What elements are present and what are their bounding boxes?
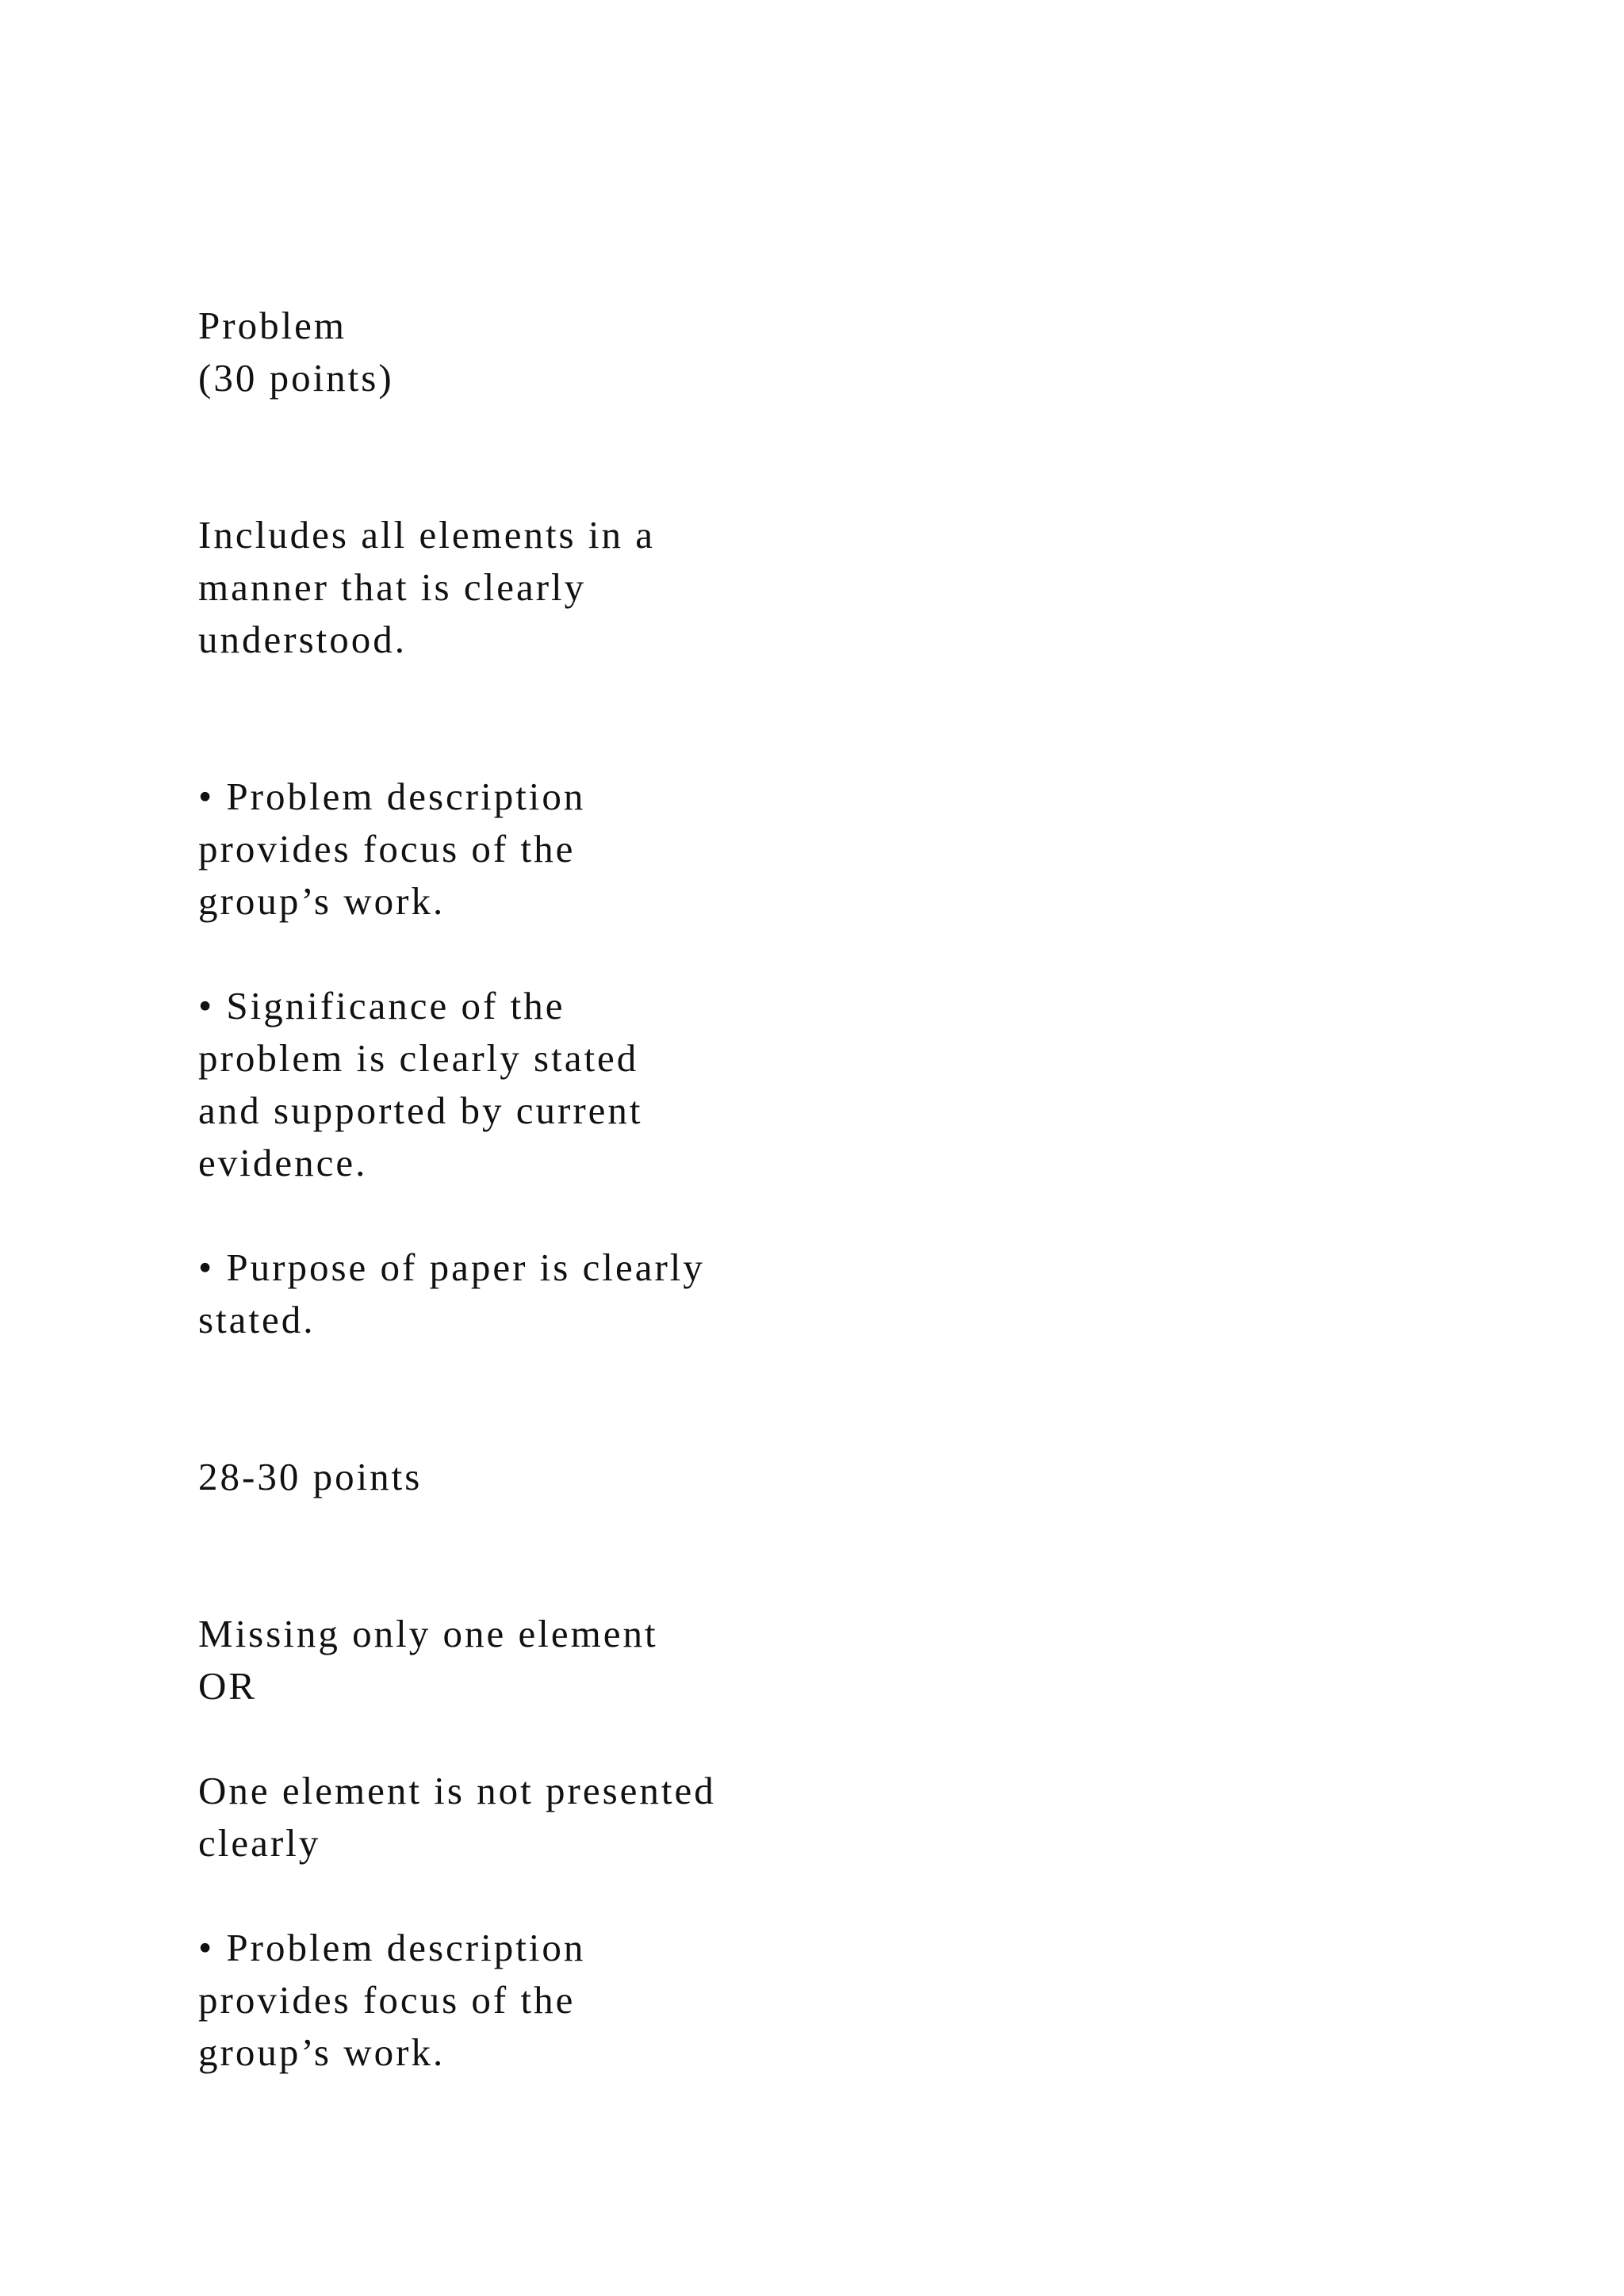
criterion-title: Problem — [198, 304, 347, 347]
rubric-text-column — [198, 300, 801, 2079]
excellent-points: 28-30 points — [198, 1455, 423, 1498]
excellent-bullet-3-line-1: • Purpose of paper is clearly — [198, 1246, 705, 1289]
excellent-bullet-2-line-4: evidence. — [198, 1141, 368, 1184]
good-summary-line-4: clearly — [198, 1821, 321, 1865]
excellent-summary-line-2: manner that is clearly — [198, 565, 587, 609]
good-summary-line-2: OR — [198, 1664, 258, 1708]
good-summary-line-3: One element is not presented — [198, 1769, 716, 1812]
excellent-bullet-1-line-1: • Problem description — [198, 775, 586, 818]
excellent-summary-line-3: understood. — [198, 618, 407, 661]
good-bullet-1-line-2: provides focus of the — [198, 1978, 576, 2022]
excellent-summary-line-1: Includes all elements in a — [198, 513, 655, 557]
excellent-bullet-2-line-2: problem is clearly stated — [198, 1036, 639, 1080]
excellent-bullet-2-line-3: and supported by current — [198, 1089, 643, 1132]
excellent-bullet-2-line-1: • Significance of the — [198, 984, 565, 1027]
excellent-bullet-1-line-2: provides focus of the — [198, 827, 576, 871]
excellent-bullet-3-line-2: stated. — [198, 1298, 316, 1341]
criterion-points: (30 points) — [198, 356, 394, 400]
excellent-bullet-1-line-3: group’s work. — [198, 879, 446, 923]
good-bullet-1-line-3: group’s work. — [198, 2030, 446, 2074]
good-summary-line-1: Missing only one element — [198, 1612, 658, 1655]
good-bullet-1-line-1: • Problem description — [198, 1926, 586, 1969]
